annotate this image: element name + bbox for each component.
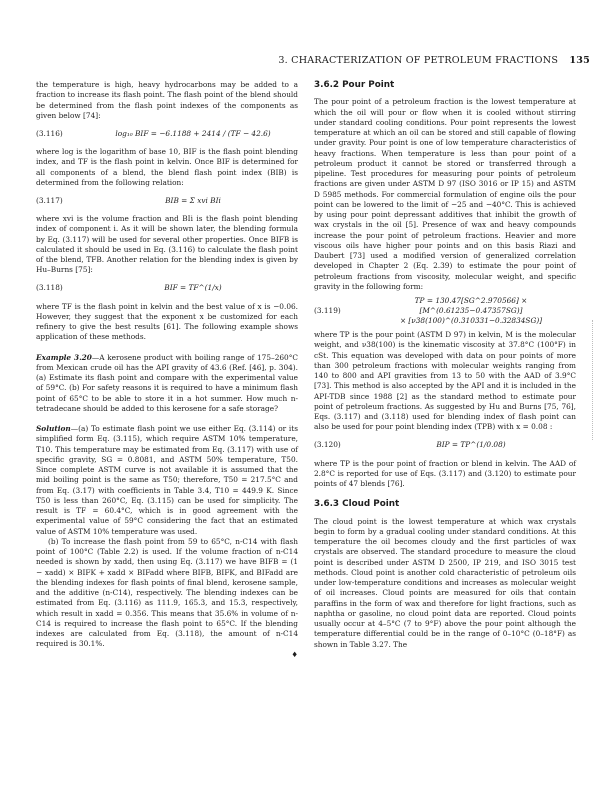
- solution-title: Solution: [36, 424, 71, 433]
- paragraph: the temperature is high, heavy hydrocarbons may be added to a fraction to increase its flash point. The flash point of the blend should be determined from the flash point indexes of the components as given below [74]:: [36, 80, 298, 120]
- equation-body: [366, 296, 576, 327]
- paragraph: where log is the logarithm of base 10, BIF is the flash point blending index, and TF is the flash point in kelvin. Once BIF is determined for all components of a blend, the blend flash point index (BIB) is determined from the following relation:: [36, 147, 298, 187]
- equation-number: (3.119): [314, 305, 341, 315]
- solution-part-b: (b) To increase the flash point from 59 to 65°C, n-C14 with flash point of 100°C (Table 2.2) is used. If the volume fraction of n-C14 needed is shown by xadd, then using Eq. (3.117) we have BIFB = (1 − xadd) × BIFK + xadd × BIFadd where BIFB, BIFK, and BIFadd are the blending indexes for flash points of final blend, kerosene sample, and the additive (n-C14), respectively. The blending indexes can be estimated from Eq. (3.116) as 111.9, 165.3, and 15.3, respectively, which result in xadd = 0.356. This means that 35.6% in volume of n-C14 is required to increase the flash point to 65°C. If the blending indexes are calculated from Eq. (3.118), the amount of n-C14 required is 30.1%.: [36, 536, 298, 649]
- page-number: 135: [569, 55, 590, 66]
- paragraph: where TP is the pour point of fraction or blend in kelvin. The AAD of 2.8°C is reported for use of Eqs. (3.117) and (3.120) to estimate pour points of 47 blends [76].: [314, 458, 576, 488]
- equation-3-120: [314, 436, 576, 456]
- right-column: [314, 80, 576, 650]
- running-header: [0, 55, 590, 66]
- left-column: [36, 80, 298, 660]
- end-of-example-icon: ♦: [291, 649, 298, 659]
- solution-part-a: —(a) To estimate flash point we use either Eq. (3.114) or its simplified form Eq. (3.115), which require ASTM 10% temperature, T10. This temperature may be estimated from Eq. (3.117) with use of specific gravity, SG = 0.8081, and ASTM 50% temperature, T50. Since complete ASTM curve is not available it is assumed that the mid boiling point is the same as T50; therefore, T50 = 217.5°C and from Eq. (3.17) with coefficients in Table 3.4, T10 = 449.9 K. Since T50 is less than 260°C, Eq. (3.115) can be used for simplicity. The result is TF = 60.4°C, which is in good agreement with the experimental value of 59°C considering the fact that an estimated value of ASTM 10% temperature was used.: [36, 424, 298, 536]
- equation-3-118: [36, 279, 298, 299]
- margin-dotted-line: [592, 320, 601, 440]
- equation-body: BIP = TP^(1/0.08): [436, 440, 506, 450]
- paragraph: The cloud point is the lowest temperature at which wax crystals begin to form by a gradual cooling under standard conditions. At this temperature the oil becomes cloudy and the first particles of wax crystals are observed. The standard procedure to measure the cloud point is described under ASTM D 2500, IP 219, and ISO 3015 test methods. Cloud point is another cold characteristic of petroleum oils under low-temperature conditions and increases as molecular weight of oil increases. Cloud points are measured for oils that contain paraffins in the form of wax and therefore for light fractions, such as naphtha or gasoline, no cloud point data are reported. Cloud points usually occur at 4–5°C (7 to 9°F) above the pour point although the temperature differential could be in the range of 0–10°C (0–18°F) as shown in Table 3.27. The: [314, 516, 576, 649]
- equation-3-119: [314, 295, 576, 327]
- example-paragraph: [36, 353, 298, 415]
- equation-number: (3.118): [36, 283, 63, 293]
- equation-body: BIB = Σ xvi BIi: [165, 195, 221, 205]
- paragraph: where TF is the flash point in kelvin and the best value of x is −0.06. However, they suggest that the exponent x be customized for each refinery to give the best results [61]. The following example shows application of these methods.: [36, 301, 298, 342]
- equation-3-117: [36, 191, 298, 211]
- paragraph: where TP is the pour point (ASTM D 97) in kelvin, M is the molecular weight, and ν38(100) is the kinematic viscosity at 37.8°C (100°F) in cSt. This equation was developed with data on pour points of more than 300 petroleum fractions with molecular weights ranging from 140 to 800 and API gravities from 13 to 50 with the AAD of 3.9°C [73]. This method is also accepted by the API and it is included in the API-TDB since 1988 [2] as the standard method to estimate pour point of petroleum fractions. As suggested by Hu and Burns [75, 76], Eqs. (3.117) and (3.118) used for blending index of flash point can also be used for pour point blending index (TPB) with x = 0.08 :: [314, 330, 576, 432]
- paragraph: The pour point of a petroleum fraction is the lowest temperature at which the oil will pour or flow when it is cooled without stirring under standard cooling conditions. Pour point represents the lowest temperature at which an oil can be stored and still capable of flowing under gravity. Pour point is one of low temperature characteristics of heavy fractions. When temperature is less than pour point of a petroleum product it cannot be stored or transferred through a pipeline. Test procedures for measuring pour points of petroleum fractions are given under ASTM D 97 (ISO 3016 or IP 15) and ASTM D 5985 methods. For commercial formulation of engine oils the pour point can be lowered to the limit of −25 and −40°C. This is achieved by using pour point depressant additives that inhibit the growth of wax crystals in the oil [5]. Presence of wax and heavy compounds increase the pour point of petroleum fractions. Heavier and more viscous oils have higher pour points and on this basis Riazi and Daubert [73] used a modified version of generalized correlation developed in Chapter 2 (Eq. 2.39) to estimate the pour point of petroleum fractions from viscosity, molecular weight, and specific gravity in the following form:: [314, 97, 576, 291]
- equation-number: (3.116): [36, 128, 63, 138]
- example-body: —A kerosene product with boiling range of 175–260°C from Mexican crude oil has the API gravity of 43.6 (Ref. [46], p. 304). (a) Estimate its flash point and compare with the experimental value of 59°C. (b) For safety reasons it is required to have a minimum flash point of 65°C to be able to store it in a hot summer. How much n-tetradecane should be added to this kerosene for a safe storage?: [36, 352, 299, 413]
- solution-paragraph: [36, 424, 298, 537]
- equation-line: × [ν38(100)^(0.310331−0.32834SG)]: [399, 316, 543, 326]
- section-title-pour-point: 3.6.2 Pour Point: [314, 80, 395, 90]
- equation-number: (3.120): [314, 440, 341, 450]
- equation-body: log₁₀ BIF = −6.1188 + 2414 / (TF − 42.6): [115, 128, 271, 138]
- header-title: 3. CHARACTERIZATION OF PETROLEUM FRACTIONS: [278, 55, 559, 66]
- example-title: Example 3.20: [36, 352, 92, 362]
- equation-body: BIF = TF^(1/x): [164, 283, 222, 293]
- equation-3-116: [36, 124, 298, 144]
- equation-number: (3.117): [36, 195, 63, 205]
- equation-line: TP = 130.47[SG^2.970566] × [M^(0.61235−0.47357SG)]: [414, 295, 528, 315]
- paragraph: where xvi is the volume fraction and BIi is the flash point blending index of component i. As it will be shown later, the blending formula by Eq. (3.117) will be used for several other properties. Once BIFB is calculated it should be used in Eq. (3.116) to calculate the flash point of the blend, TFB. Another relation for the blending index is given by Hu–Burns [75]:: [36, 214, 298, 275]
- section-title-cloud-point: 3.6.3 Cloud Point: [314, 499, 400, 510]
